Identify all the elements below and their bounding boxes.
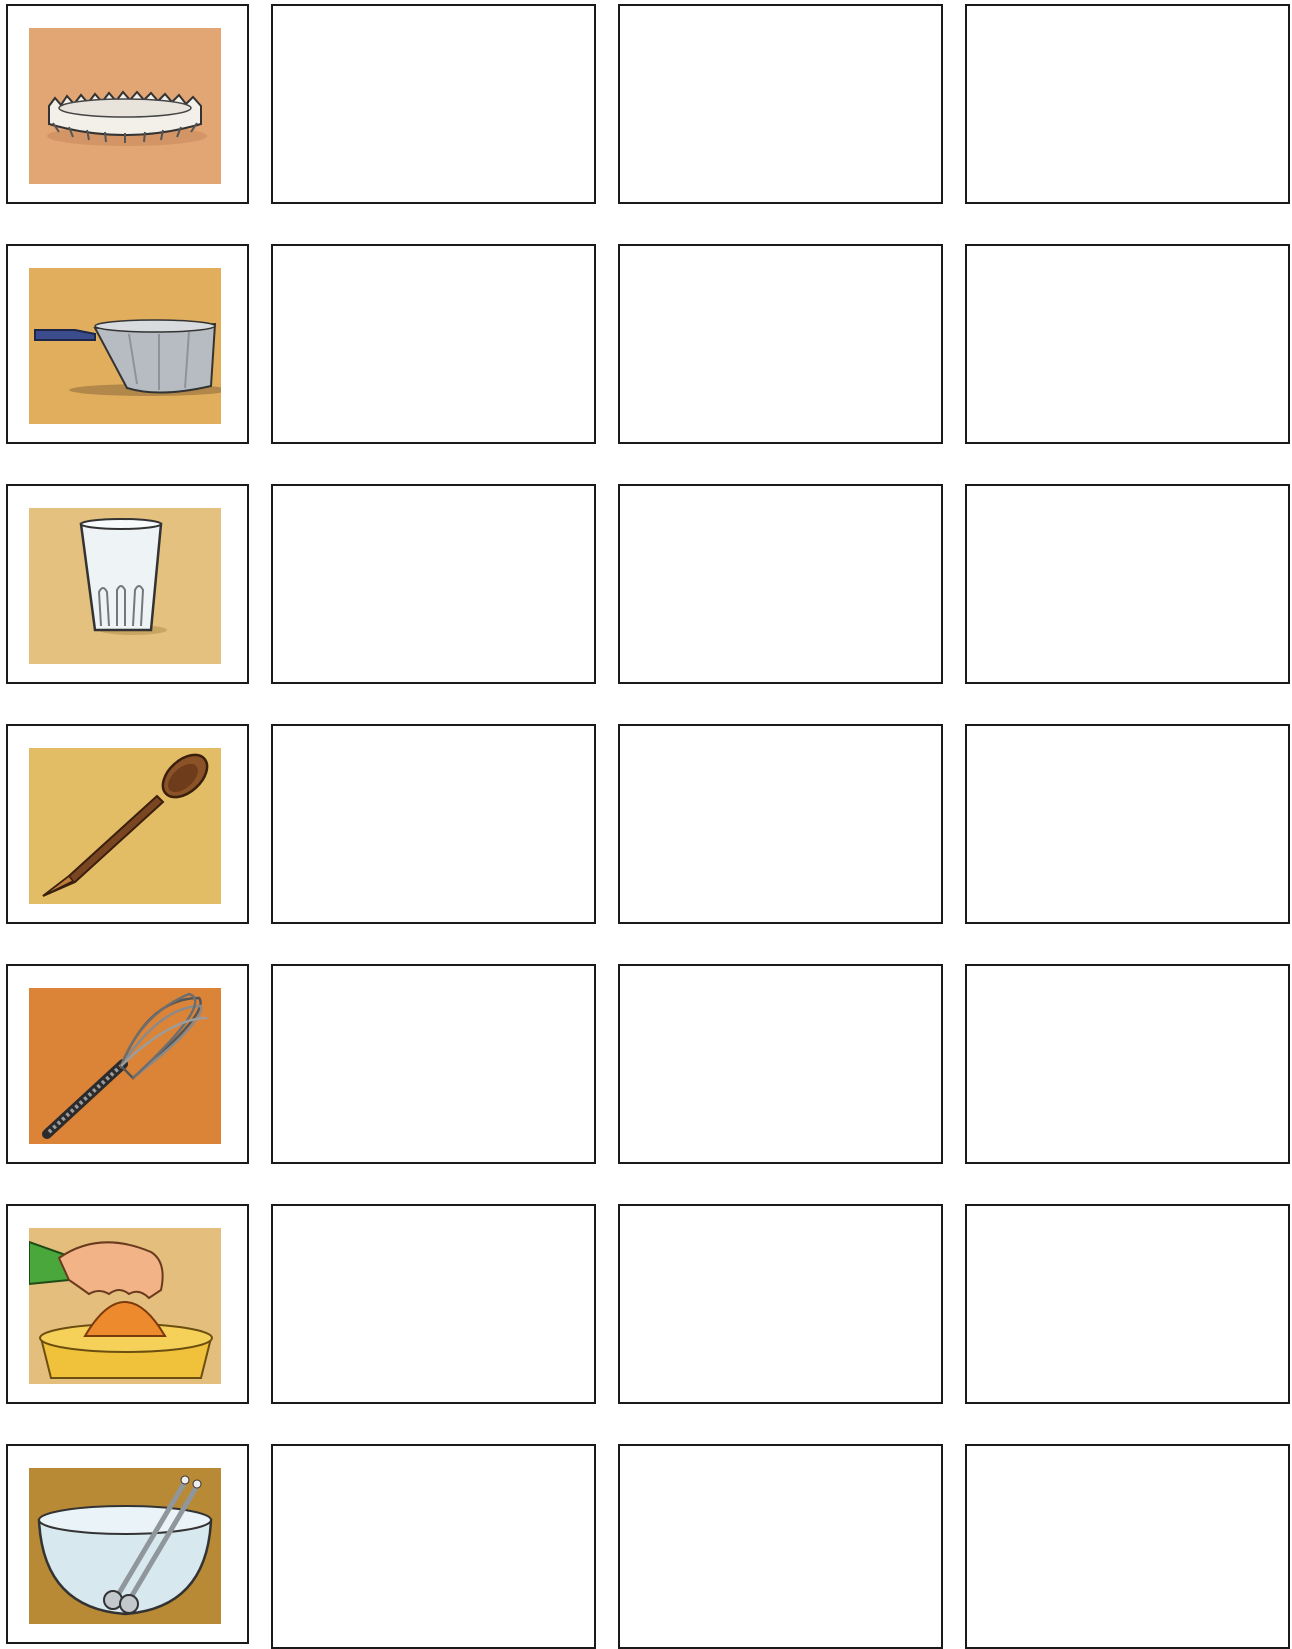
whisk-image bbox=[29, 988, 221, 1144]
blank-answer-box[interactable] bbox=[271, 1444, 596, 1649]
blank-answer-box[interactable] bbox=[965, 484, 1290, 684]
blank-answer-box[interactable] bbox=[271, 244, 596, 444]
blank-answer-box[interactable] bbox=[271, 724, 596, 924]
blank-answer-box[interactable] bbox=[271, 484, 596, 684]
tart-pan-image bbox=[29, 28, 221, 184]
wooden-spoon-icon bbox=[29, 748, 221, 904]
mixing-bowl-image bbox=[29, 1468, 221, 1624]
mixing-bowl-icon bbox=[29, 1468, 221, 1624]
saucepan-image bbox=[29, 268, 221, 424]
picture-card-whisk bbox=[6, 964, 249, 1164]
blank-answer-box[interactable] bbox=[965, 964, 1290, 1164]
blank-answer-box[interactable] bbox=[618, 484, 943, 684]
blank-answer-box[interactable] bbox=[965, 1444, 1290, 1649]
picture-card-mixing-bowl bbox=[6, 1444, 249, 1644]
picture-card-saucepan bbox=[6, 244, 249, 444]
citrus-juicer-icon bbox=[29, 1228, 221, 1384]
picture-card-tart-pan bbox=[6, 4, 249, 204]
drinking-glass-icon bbox=[29, 508, 221, 664]
blank-answer-box[interactable] bbox=[618, 1444, 943, 1649]
blank-answer-box[interactable] bbox=[965, 244, 1290, 444]
whisk-icon bbox=[29, 988, 221, 1144]
tart-pan-icon bbox=[29, 28, 221, 184]
citrus-juicer-image bbox=[29, 1228, 221, 1384]
blank-answer-box[interactable] bbox=[618, 964, 943, 1164]
blank-answer-box[interactable] bbox=[618, 244, 943, 444]
blank-answer-box[interactable] bbox=[618, 4, 943, 204]
blank-answer-box[interactable] bbox=[618, 1204, 943, 1404]
blank-answer-box[interactable] bbox=[618, 724, 943, 924]
picture-card-drinking-glass bbox=[6, 484, 249, 684]
drinking-glass-image bbox=[29, 508, 221, 664]
blank-answer-box[interactable] bbox=[271, 4, 596, 204]
blank-answer-box[interactable] bbox=[965, 4, 1290, 204]
picture-card-citrus-juicer bbox=[6, 1204, 249, 1404]
blank-answer-box[interactable] bbox=[271, 1204, 596, 1404]
blank-answer-box[interactable] bbox=[965, 724, 1290, 924]
picture-card-wooden-spoon bbox=[6, 724, 249, 924]
blank-answer-box[interactable] bbox=[965, 1204, 1290, 1404]
saucepan-icon bbox=[29, 268, 221, 424]
blank-answer-box[interactable] bbox=[271, 964, 596, 1164]
wooden-spoon-image bbox=[29, 748, 221, 904]
